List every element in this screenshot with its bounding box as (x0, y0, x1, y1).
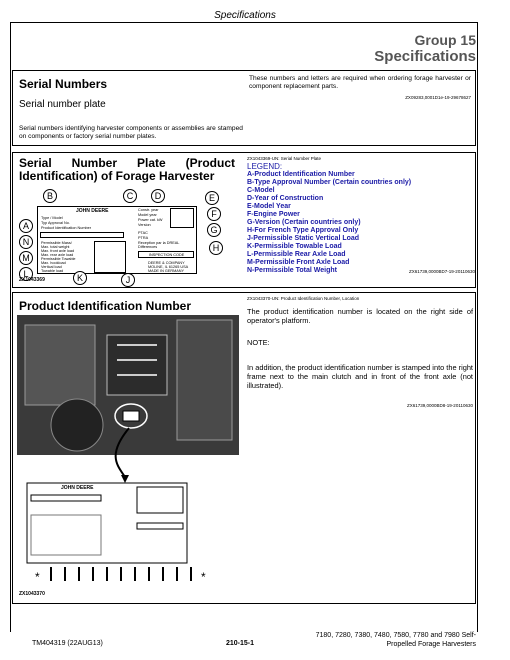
plate-label: Max. rear axle load (41, 253, 74, 257)
plate-ref-line: ZX1043369-UN: Serial Number Plate (247, 156, 322, 161)
plate-section-title: Serial Number Plate (Product Identification) of Forage Harvester (19, 156, 235, 183)
plate-maker: DEERE & COMPANY (148, 261, 185, 265)
pin-stamp-marks (35, 567, 206, 583)
plate-label: Product Identification Number (41, 226, 92, 230)
serial-numbers-title: Serial Numbers (19, 77, 108, 91)
serial-numbers-section (12, 70, 476, 146)
legend-item: L-Permissible Rear Axle Load (247, 251, 346, 258)
callout-n: N (19, 235, 33, 249)
callout-l: L (19, 267, 33, 281)
pin-section-title: Product Identification Number (19, 299, 192, 313)
serial-numbers-ref: ZX09283,0001D1e-19-29678627 (405, 95, 471, 100)
inspection-stamp (138, 251, 194, 258)
legend-item: C-Model (247, 187, 275, 194)
group-heading: Group 15 (414, 32, 476, 48)
callout-f: F (207, 207, 221, 221)
callout-a: A (19, 219, 33, 233)
plate-label: Differences (138, 245, 158, 249)
plate-label: Towable load (41, 269, 64, 273)
legend-title: LEGEND: (247, 162, 283, 171)
plate-label: Power cat. kW (138, 218, 163, 222)
plate-label: Version (138, 223, 151, 227)
plate-weight-fields (94, 241, 126, 273)
callout-k: K (73, 271, 87, 285)
serial-plate (37, 206, 197, 274)
plate-field-box (170, 208, 194, 228)
serial-plate-subtitle: Serial number plate (19, 99, 106, 110)
machine-frame (177, 320, 232, 440)
plate-label: Typ Approval No. (41, 221, 70, 225)
machine-wheel (51, 399, 103, 451)
pin-plate-brand: JOHN DEERE (61, 485, 94, 491)
legend-item: E-Model Year (247, 203, 291, 210)
legend-item: B-Type Approval Number (Certain countries only) (247, 179, 412, 186)
pin-plate-location (123, 411, 139, 421)
plate-label: Max. hookload (41, 261, 66, 265)
callout-d: D (151, 189, 165, 203)
pin-section (12, 292, 476, 604)
plate-brand: JOHN DEERE (76, 208, 109, 214)
plate-label: Permissible Mass/ (41, 241, 72, 245)
plate-section (12, 152, 476, 288)
plate-maker: MADE IN GERMANY (148, 269, 185, 273)
legend-item: N-Permissible Total Weight (247, 267, 337, 274)
callout-h: H (209, 241, 223, 255)
plate-maker: MOLINE, IL 61265 USA (148, 265, 189, 269)
svg-text:*: * (35, 570, 40, 583)
footer-title-line1: 7180, 7280, 7380, 7480, 7580, 7780 and 7980 Self- (315, 632, 476, 639)
legend-item: K-Permissible Towable Load (247, 243, 342, 250)
serial-numbers-note: These numbers and letters are required when ordering forage harvester or component replacement parts. (249, 75, 471, 90)
footer-title-line2: Propelled Forage Harvesters (386, 641, 476, 648)
plate-label: Max. total weight (41, 245, 70, 249)
plate-label: Vertical load (41, 265, 62, 269)
plate-label: Model year (138, 213, 157, 217)
header-rule (10, 22, 478, 23)
arrow-head (121, 475, 129, 483)
legend-item: D-Year of Construction (247, 195, 324, 202)
pin-note: In addition, the product identification number is stamped into the right frame next to the main clutch and in front of the front axle (not illustrated). (247, 363, 473, 390)
plate-legend (247, 163, 475, 275)
pin-field (40, 232, 124, 238)
right-margin-rule (477, 22, 478, 632)
pin-location-illustration (17, 315, 239, 583)
legend-item: F-Engine Power (247, 211, 300, 218)
pin-ref: ZX61739,0000BD8-19-20110630 (407, 403, 473, 408)
legend-item: M-Permissible Front Axle Load (247, 259, 350, 266)
serial-numbers-body: Serial numbers identifying harvester components or assemblies are stamped on components or factory serial number plates. (19, 125, 243, 140)
pin-body: The product identification number is located on the right side of operator's platform. (247, 307, 473, 325)
plate-label: Max. front axle load (41, 249, 75, 253)
legend-item: H-For French Type Approval Only (247, 227, 359, 234)
plate-caption-id: ZX1043369 (19, 277, 45, 283)
callout-m: M (19, 251, 33, 265)
plate-label: PTRA (138, 236, 149, 240)
running-header: Specifications (214, 10, 276, 21)
plate-label: Reception par la DREAL (138, 241, 180, 245)
pin-caption-id: ZX1043370 (19, 591, 45, 597)
plate-label: PTAC (138, 231, 148, 235)
pin-note-label: NOTE: (247, 338, 270, 347)
plate-label: Constr. year (138, 208, 159, 212)
callout-e: E (205, 191, 219, 205)
legend-item: G-Version (Certain countries only) (247, 219, 361, 226)
callout-c: C (123, 189, 137, 203)
callout-j: J (121, 273, 135, 287)
plate-stamp-label: INSPECTION CODE (149, 253, 185, 257)
footer-page-number: 210-15-1 (226, 640, 255, 647)
plate-label: Type / Model (41, 216, 63, 220)
svg-text:*: * (201, 570, 206, 583)
serial-plate-illustration (17, 189, 239, 285)
pin-ref-line: ZX1043370-UN: Product Identification Number, Location (247, 296, 360, 301)
plate-ref: ZX61739,0000BD7-19-20110630 (409, 269, 475, 274)
machine-panel (25, 325, 95, 405)
callout-g: G (207, 223, 221, 237)
section-heading: Specifications (374, 48, 476, 65)
callout-b: B (43, 189, 57, 203)
left-margin-rule (10, 22, 11, 632)
plate-label: Permissible Towable (41, 257, 76, 261)
legend-item: A-Product Identification Number (247, 171, 355, 178)
footer-doc-id: TM404319 (22AUG13) (32, 640, 103, 647)
legend-item: J-Permissible Static Vertical Load (247, 235, 360, 242)
